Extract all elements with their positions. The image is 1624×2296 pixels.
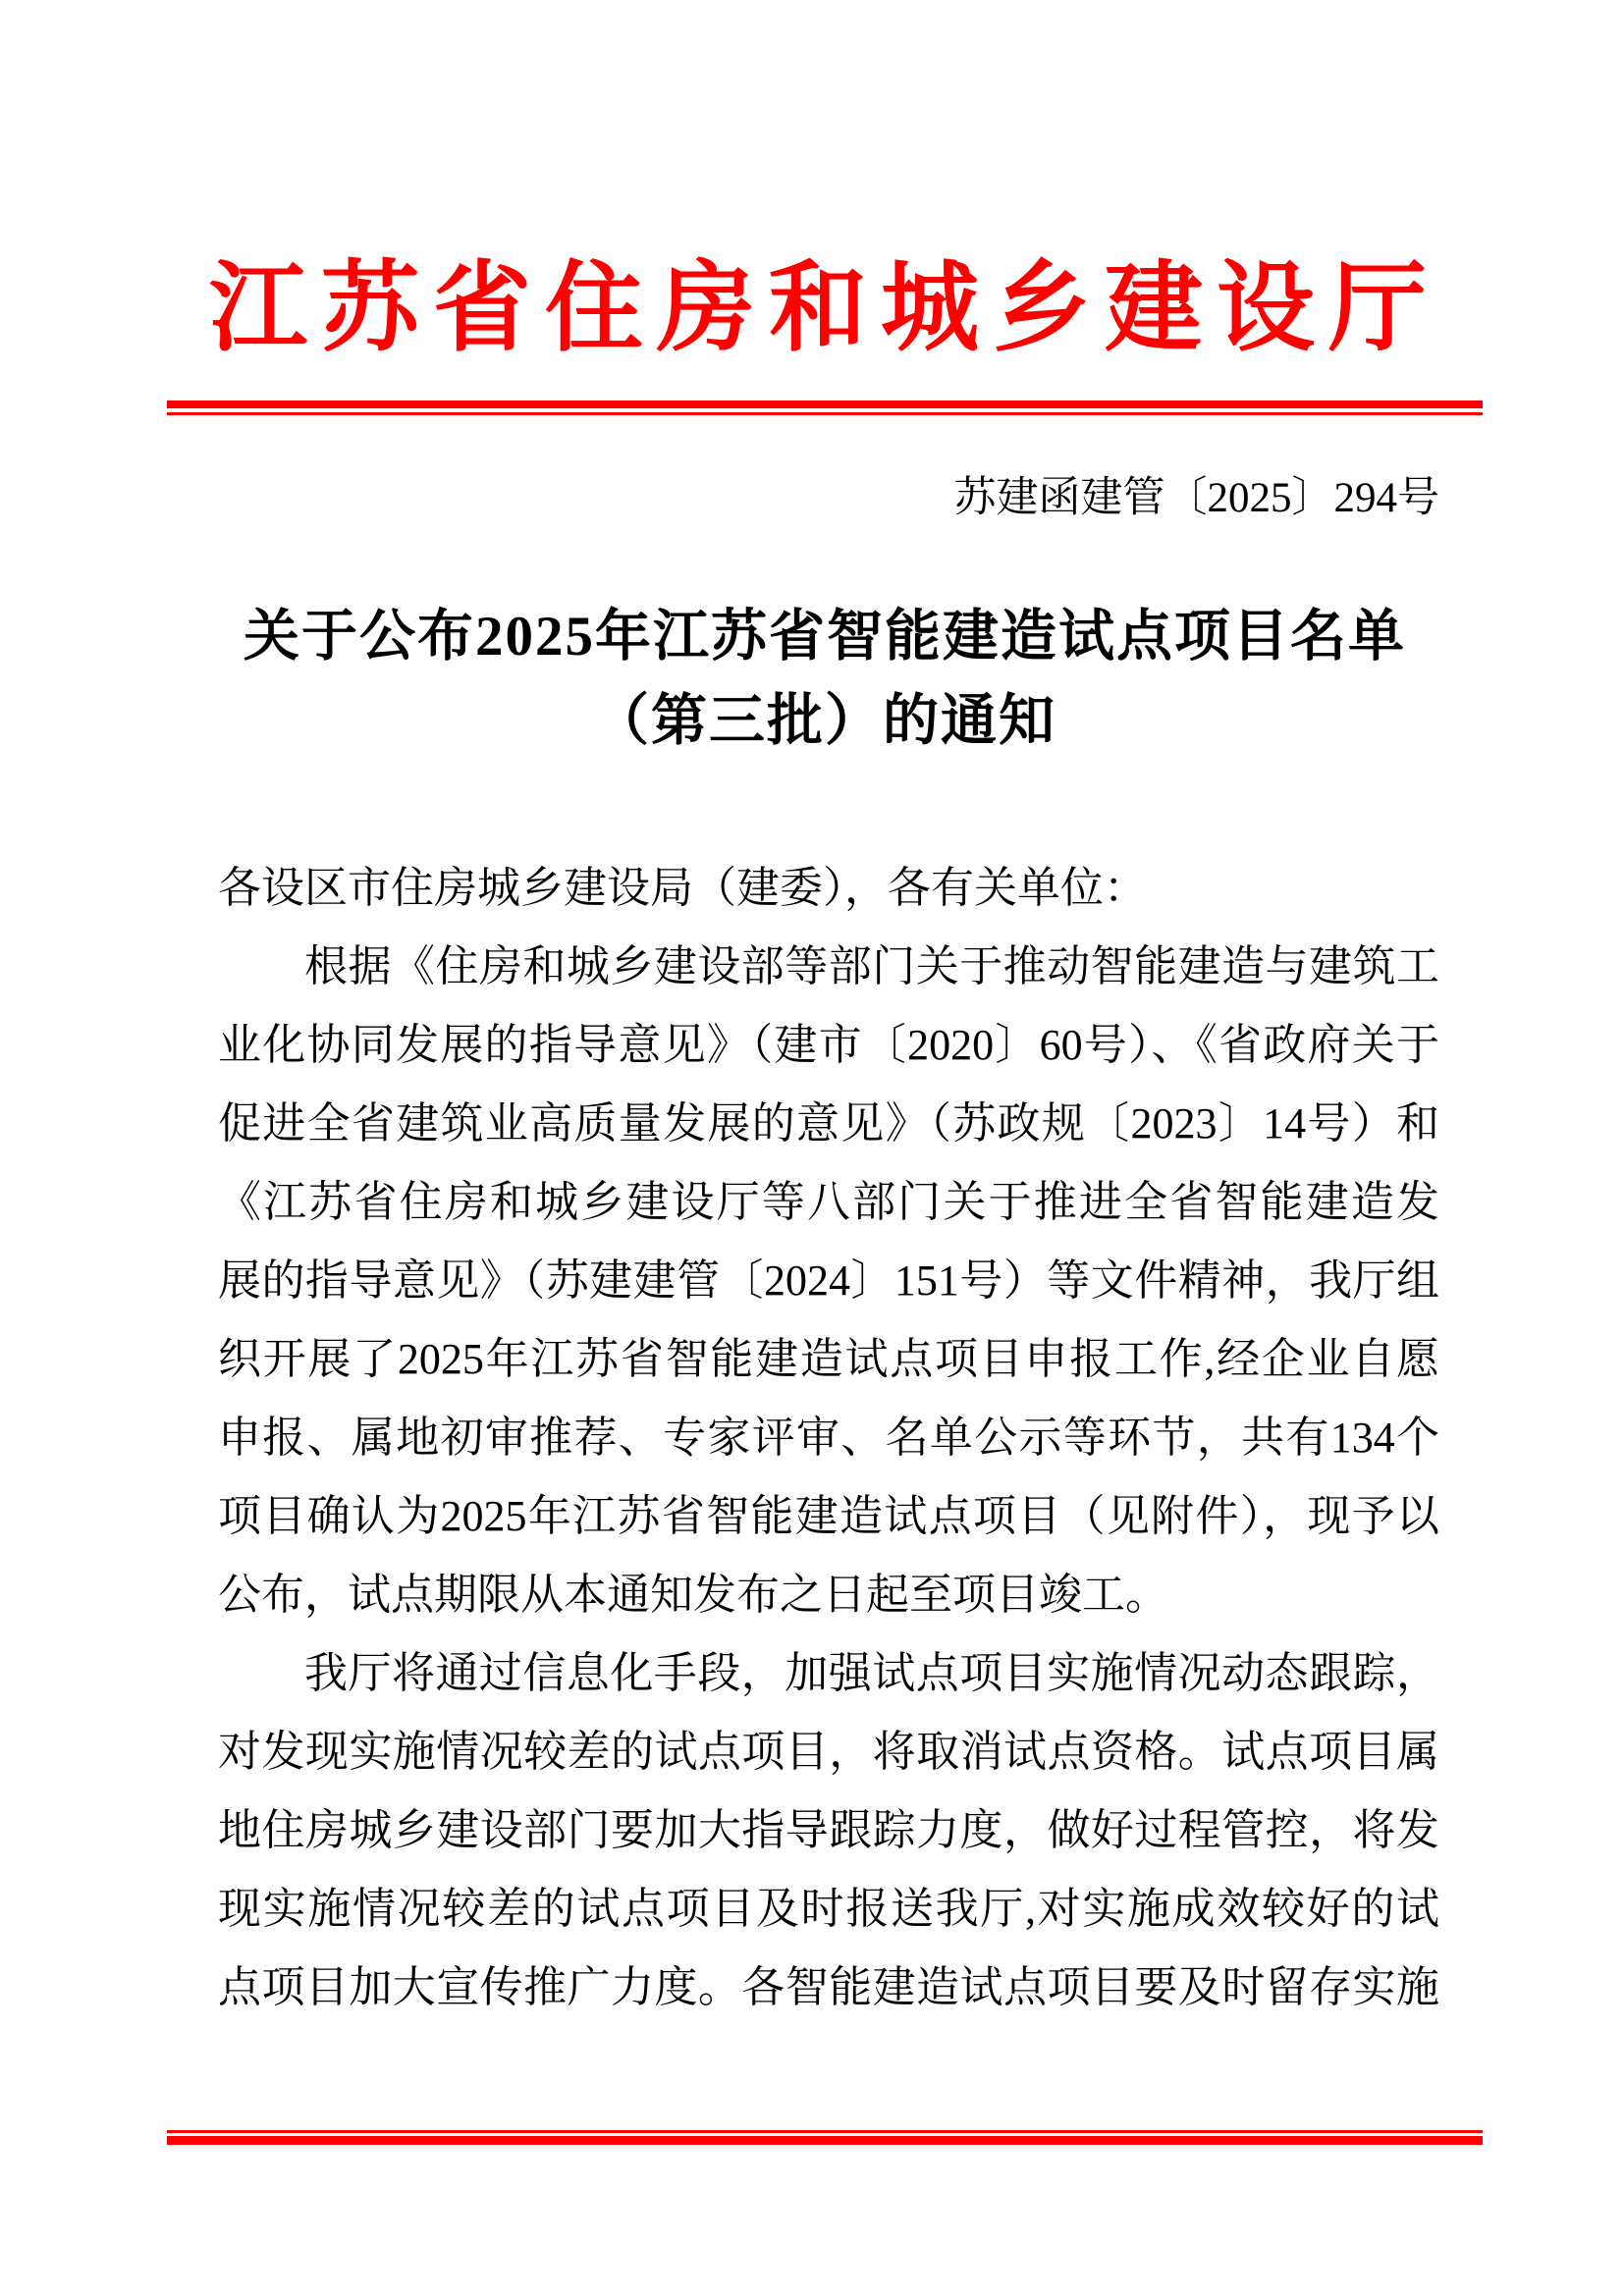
body-line: 业化协同发展的指导意见》（建市〔2020〕60号）、《省政府关于 [218, 1021, 1439, 1069]
body-line: 展的指导意见》（苏建建管〔2024〕151号）等文件精神，我厅组 [218, 1256, 1439, 1305]
footer-double-rule [167, 2130, 1483, 2145]
body-line: 点项目加大宣传推广力度。各智能建造试点项目要及时留存实施 [218, 1963, 1439, 2011]
document-body [218, 849, 1439, 2027]
document-title-line-2: （第三批）的通知 [593, 690, 1056, 752]
body-line: 根据《住房和城乡建设部等部门关于推动智能建造与建筑工 [304, 942, 1439, 990]
body-line: 《江苏省住房和城乡建设厅等八部门关于推进全省智能建造发 [218, 1178, 1439, 1226]
body-line: 现实施情况较差的试点项目及时报送我厅,对实施成效较好的试 [218, 1885, 1439, 1933]
body-line: 公布，试点期限从本通知发布之日起至项目竣工。 [218, 1571, 1168, 1619]
header-rule-thin [167, 412, 1483, 415]
body-line: 我厅将通过信息化手段，加强试点项目实施情况动态跟踪， [304, 1649, 1439, 1697]
document-number: 苏建函建管〔2025〕294号 [953, 475, 1439, 521]
document-title [167, 595, 1483, 764]
header-double-rule [167, 400, 1483, 415]
body-line: 对发现实施情况较差的试点项目，将取消试点资格。试点项目属 [218, 1728, 1439, 1776]
footer-rule-thin [167, 2130, 1483, 2133]
footer-rule-thick [167, 2136, 1483, 2145]
header-rule-thick [167, 400, 1483, 408]
body-line: 申报、属地初审推荐、专家评审、名单公示等环节，共有134个 [218, 1414, 1439, 1462]
body-line: 项目确认为2025年江苏省智能建造试点项目（见附件），现予以 [218, 1492, 1439, 1540]
body-line: 地住房城乡建设部门要加大指导跟踪力度，做好过程管控，将发 [218, 1806, 1439, 1854]
body-line: 织开展了2025年江苏省智能建造试点项目申报工作,经企业自愿 [218, 1335, 1439, 1383]
agency-letterhead: 江苏省住房和城乡建设厅 [209, 254, 1440, 363]
body-line-salutation: 各设区市住房城乡建设局（建委），各有关单位： [218, 864, 1147, 912]
document-title-line-1: 关于公布2025年江苏省智能建造试点项目名单 [244, 606, 1406, 667]
body-line: 促进全省建筑业高质量发展的意见》（苏政规〔2023〕14号）和 [218, 1099, 1439, 1148]
